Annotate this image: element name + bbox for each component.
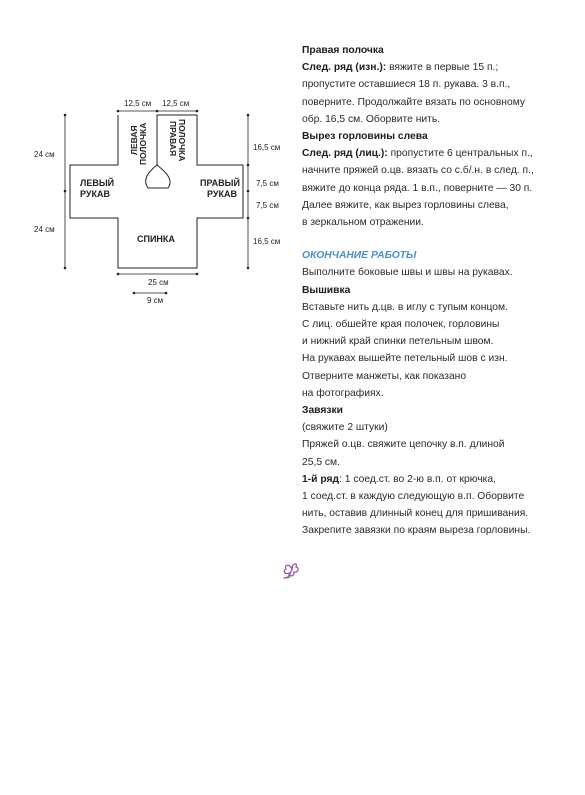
text-line: обр. 16,5 см. Оборвите нить. xyxy=(302,113,441,125)
text-line: поверните. Продолжайте вязать по основному xyxy=(302,96,526,108)
garment-schematic xyxy=(0,0,300,320)
text-line: Закрепите завязки по краям выреза горловины. xyxy=(302,525,531,537)
label-right-sleeve-2: РУКАВ xyxy=(207,189,237,199)
text-line: на фотографиях. xyxy=(302,387,384,399)
text-line: Выполните боковые швы и швы на рукавах. xyxy=(302,267,513,279)
section-heading-finishing: ОКОНЧАНИЕ РАБОТЫ xyxy=(302,250,417,262)
text-line: На рукавах вышейте петельный шов с изн. xyxy=(302,353,508,365)
label-left-front-1: ЛЕВАЯ xyxy=(129,125,139,155)
text-line xyxy=(302,145,572,162)
dim-top-left: 12,5 см xyxy=(124,99,152,108)
text-line: Вставьте нить д.цв. в иглу с тупым концом. xyxy=(302,301,508,313)
label-right-front-2: ПОЛОЧКА xyxy=(177,119,187,162)
dim-dot xyxy=(156,110,159,113)
label-left-front-2: ПОЛОЧКА xyxy=(138,122,148,165)
dim-dot xyxy=(247,190,250,193)
label-left-sleeve-1: ЛЕВЫЙ xyxy=(80,178,115,188)
heading-embroidery: Вышивка xyxy=(302,284,351,296)
dim-dot xyxy=(64,114,67,117)
text-line xyxy=(302,59,572,76)
text-line: в зеркальном отражении. xyxy=(302,217,424,229)
dim-dot xyxy=(64,190,67,193)
dim-dot xyxy=(247,217,250,220)
label-back: СПИНКА xyxy=(137,234,175,244)
dim-dot xyxy=(133,292,136,295)
text-line: 1 соед.ст. в каждую следующую в.п. Оборвите xyxy=(302,491,525,503)
dim-dot xyxy=(247,267,250,270)
flower-logo-icon xyxy=(280,558,304,582)
dim-bottom-small: 9 см xyxy=(147,296,164,305)
label-right-sleeve-1: ПРАВЫЙ xyxy=(200,178,240,188)
dim-dot xyxy=(196,110,199,113)
dim-dot xyxy=(196,273,199,276)
text-line: начните пряжей о.цв. вязать со с.б/.н. в след. п., xyxy=(302,165,534,177)
heading-right-front: Правая полочка xyxy=(302,45,384,56)
dim-bottom: 25 см xyxy=(148,278,169,287)
row-label: 1-й ряд xyxy=(302,473,340,485)
text-line: (свяжите 2 штуки) xyxy=(302,422,388,434)
text-line: Пряжей о.цв. свяжите цепочку в.п. длиной xyxy=(302,439,505,451)
dim-right-3: 7,5 см xyxy=(256,201,279,210)
row-text: : 1 соед.ст. во 2-ю в.п. от крючка, xyxy=(339,473,496,485)
heading-ties: Завязки xyxy=(302,405,343,417)
label-right-front-1: ПРАВАЯ xyxy=(168,121,178,157)
dim-left-lower: 24 см xyxy=(34,225,55,234)
text-line xyxy=(302,471,572,488)
text-line: Отверните манжеты, как показано xyxy=(302,370,467,382)
dim-dot xyxy=(247,164,250,167)
text-line: С лиц. обшейте края полочек, горловины xyxy=(302,319,500,331)
text-line: пропустите оставшиеся 18 п. рукава. 3 в.п., xyxy=(302,79,511,91)
row-text: вяжите в первые 15 п.; xyxy=(386,62,499,74)
label-left-sleeve-2: РУКАВ xyxy=(80,189,110,199)
dim-right-1: 16,5 см xyxy=(253,143,281,152)
text-line: нить, оставив длинный конец для пришивания. xyxy=(302,508,529,520)
dim-top-right: 12,5 см xyxy=(162,99,190,108)
row-label: След. ряд (изн.): xyxy=(302,62,387,74)
neckline-outline xyxy=(146,165,170,188)
dim-dot xyxy=(165,292,168,295)
row-text: пропустите 6 центральных п., xyxy=(387,148,533,160)
instructions-column xyxy=(302,42,572,540)
dim-dot xyxy=(117,273,120,276)
dim-right-2: 7,5 см xyxy=(256,179,279,188)
dim-dot xyxy=(117,110,120,113)
dim-right-4: 16,5 см xyxy=(253,237,281,246)
heading-neckline-left: Вырез горловины слева xyxy=(302,131,428,143)
text-line: и нижний край спинки петельным швом. xyxy=(302,336,494,348)
dim-left-upper: 24 см xyxy=(34,150,55,159)
text-line: Далее вяжите, как вырез горловины слева, xyxy=(302,199,509,211)
dim-dot xyxy=(64,267,67,270)
dim-dot xyxy=(247,114,250,117)
row-label: След. ряд (лиц.): xyxy=(302,148,388,160)
text-line: вяжите до конца ряда. 1 в.п., поверните — 30 п. xyxy=(302,182,533,194)
text-line: 25,5 см. xyxy=(302,456,340,468)
